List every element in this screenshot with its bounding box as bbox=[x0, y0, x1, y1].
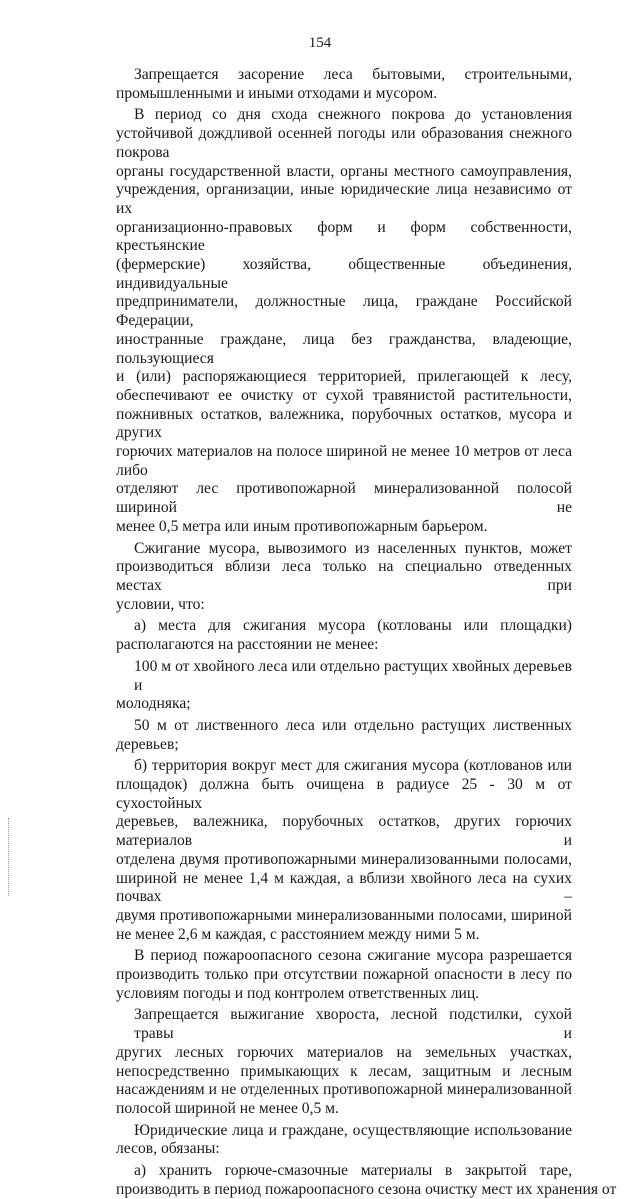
paragraph-line: устойчивой дождливой осенней погоды или образования снежного покрова bbox=[116, 125, 572, 161]
paragraph-line: лесов, обязаны: bbox=[116, 1140, 220, 1158]
paragraph-line: иностранные граждане, лица без гражданства, владеющие, пользующиеся bbox=[116, 330, 572, 367]
paragraph bbox=[116, 106, 572, 536]
paragraph-line: Юридические лица и граждане, осуществляющие использование bbox=[134, 1121, 572, 1139]
paragraph-line: обеспечивают ее очистку от сухой травянистой растительности, bbox=[116, 386, 572, 404]
paragraph-line: располагаются на расстоянии не менее: bbox=[116, 636, 379, 654]
paragraph-line: насаждениям и не отделенных противопожарной минерализованной bbox=[116, 1081, 572, 1099]
paragraph-line: б) территория вокруг мест для сжигания мусора (котлованов или bbox=[134, 757, 572, 775]
paragraph-line: учреждения, организации, иные юридические лица независимо от их bbox=[116, 181, 572, 217]
paragraph bbox=[116, 66, 572, 103]
paragraph-line: и (или) распоряжающиеся территорией, прилегающей к лесу, bbox=[116, 368, 572, 386]
paragraph-line: органы государственной власти, органы местного самоуправления, bbox=[116, 162, 572, 180]
paragraph bbox=[116, 757, 572, 944]
paragraph-line: промышленными и иными отходами и мусором. bbox=[116, 84, 438, 102]
paragraph-line: деревьев; bbox=[116, 735, 179, 753]
paragraph-line: двумя противопожарными минерализованными полосами, шириной bbox=[116, 906, 572, 924]
paragraph bbox=[116, 1122, 572, 1159]
paragraph-line: а) хранить горюче-смазочные материалы в закрытой таре, bbox=[134, 1162, 572, 1180]
paragraph-line: менее 0,5 метра или иным противопожарным барьером. bbox=[116, 517, 488, 535]
paragraph bbox=[116, 1162, 617, 1199]
scan-edge-mark bbox=[8, 818, 10, 896]
paragraph-line: условии, что: bbox=[116, 595, 205, 613]
paragraph-line: Сжигание мусора, вывозимого из населенных пунктов, может bbox=[134, 539, 572, 557]
paragraph-line: площадок) должна быть очищена в радиусе 25 - 30 м от сухостойных bbox=[116, 776, 572, 812]
paragraph-line: 50 м от лиственного леса или отдельно растущих лиственных bbox=[134, 716, 572, 734]
paragraph-line: отделяют лес противопожарной минерализованной полосой шириной не bbox=[116, 480, 572, 517]
paragraph bbox=[116, 658, 572, 714]
paragraph-line: (фермерские) хозяйства, общественные объединения, индивидуальные bbox=[116, 256, 572, 292]
paragraph-line: горючих материалов на полосе шириной не менее 10 метров от леса либо bbox=[116, 443, 572, 479]
document-body bbox=[116, 66, 617, 1199]
paragraph-line: производить только при отсутствии пожарной опасности в лесу по bbox=[116, 966, 572, 984]
paragraph-line: полосой шириной не менее 0,5 м. bbox=[116, 1099, 339, 1117]
paragraph-line: а) места для сжигания мусора (котлованы или площадки) bbox=[134, 617, 572, 635]
paragraph-line: В период со дня схода снежного покрова до установления bbox=[134, 106, 572, 124]
paragraph-line: не менее 2,6 м каждая, с расстоянием между ними 5 м. bbox=[116, 925, 480, 943]
paragraph bbox=[116, 617, 572, 654]
paragraph-line: организационно-правовых форм и форм собственности, крестьянские bbox=[116, 218, 572, 255]
page-number: 154 bbox=[308, 35, 332, 51]
paragraph-line: пожнивных остатков, валежника, порубочных остатков, мусора и других bbox=[116, 405, 572, 442]
paragraph-line: других лесных горючих материалов на земельных участках, bbox=[116, 1043, 572, 1061]
paragraph bbox=[116, 717, 572, 754]
paragraph-line: шириной не менее 1,4 м каждая, а вблизи хвойного леса на сухих почвах – bbox=[116, 869, 572, 906]
paragraph bbox=[116, 947, 572, 1003]
paragraph-line: Запрещается засорение леса бытовыми, строительными, bbox=[134, 66, 572, 83]
paragraph-line: В период пожароопасного сезона сжигание мусора разрешается bbox=[134, 947, 572, 965]
paragraph-line: непосредственно примыкающих к лесам, защитным и лесным bbox=[116, 1062, 572, 1080]
paragraph-line: деревьев, валежника, порубочных остатков, других горючих материалов и bbox=[116, 813, 572, 850]
paragraph bbox=[116, 1006, 572, 1118]
paragraph-line: отделена двумя противопожарными минерализованными полосами, bbox=[116, 850, 572, 868]
paragraph-line: производить в период пожароопасного сезона очистку мест их хранения от bbox=[116, 1180, 617, 1198]
paragraph-line: предприниматели, должностные лица, граждане Российской Федерации, bbox=[116, 293, 572, 330]
paragraph bbox=[116, 540, 572, 615]
paragraph-line: Запрещается выжигание хвороста, лесной подстилки, сухой травы и bbox=[134, 1006, 572, 1043]
paragraph-line: 100 м от хвойного леса или отдельно растущих хвойных деревьев и bbox=[134, 657, 572, 694]
paragraph-line: молодняка; bbox=[116, 695, 191, 713]
paragraph-line: производиться вблизи леса только на специально отведенных местах при bbox=[116, 558, 572, 594]
paragraph-line: условиям погоды и под контролем ответственных лиц. bbox=[116, 984, 480, 1002]
